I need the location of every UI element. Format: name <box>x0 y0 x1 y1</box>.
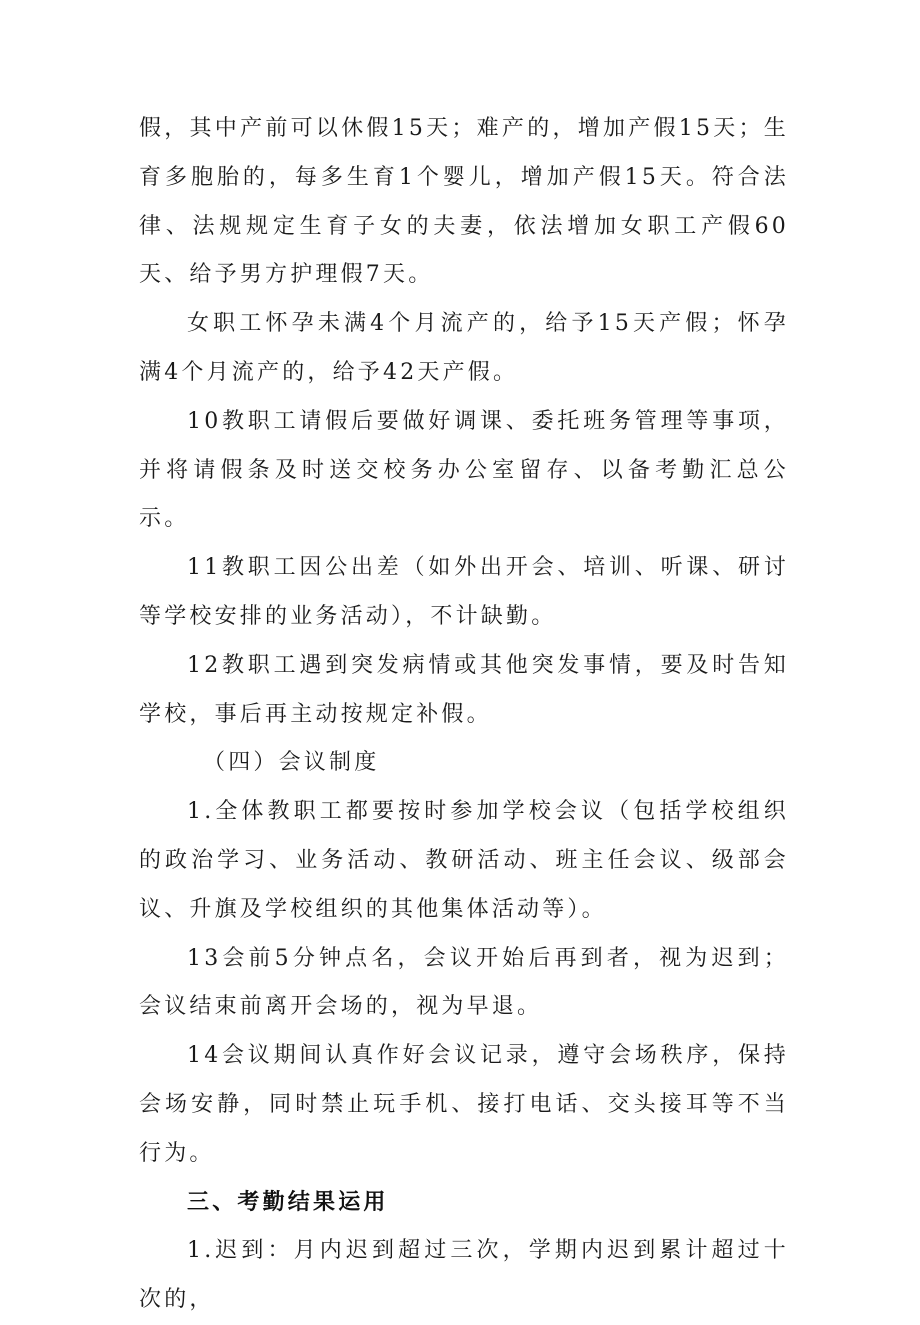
paragraph-item-13: 13会前5分钟点名，会议开始后再到者，视为迟到；会议结束前离开会场的，视为早退。 <box>139 945 789 1020</box>
paragraph-item-10: 10教职工请假后要做好调课、委托班务管理等事项，并将请假条及时送交校务办公室留存、以备考勤汇总公示。 <box>139 408 789 532</box>
paragraph-item-14: 14会议期间认真作好会议记录，遵守会场秩序，保持会场安静，同时禁止玩手机、接打电话、交头接耳等不当行为。 <box>139 1043 789 1166</box>
document-body <box>139 105 789 1325</box>
paragraph-meeting-item-1: 1.全体教职工都要按时参加学校会议（包括学校组织的政治学习、业务活动、教研活动、班主任会议、级部会议、升旗及学校组织的其他集体活动等）。 <box>139 799 789 922</box>
paragraph-late-rule: 1.迟到：月内迟到超过三次，学期内迟到累计超过十次的， <box>139 1238 789 1313</box>
paragraph-item-11: 11教职工因公出差（如外出开会、培训、听课、研讨等学校安排的业务活动），不计缺勤。 <box>139 555 789 629</box>
paragraph-item-12: 12教职工遇到突发病情或其他突发事情，要及时告知学校，事后再主动按规定补假。 <box>139 652 789 727</box>
section-heading-attendance-results: 三、考勤结果运用 <box>187 1189 389 1215</box>
section-heading-meeting-system: （四）会议制度 <box>203 750 380 776</box>
paragraph-miscarriage-leave: 女职工怀孕未满4个月流产的，给予15天产假；怀孕满4个月流产的，给予42天产假。 <box>139 311 789 385</box>
paragraph-maternity-leave: 假，其中产前可以休假15天；难产的，增加产假15天；生育多胞胎的，每多生育1个婴儿，增加产假15天。符合法律、法规规定生育子女的夫妻，依法增加女职工产假60天、给予男方护理假7天。 <box>139 116 789 288</box>
